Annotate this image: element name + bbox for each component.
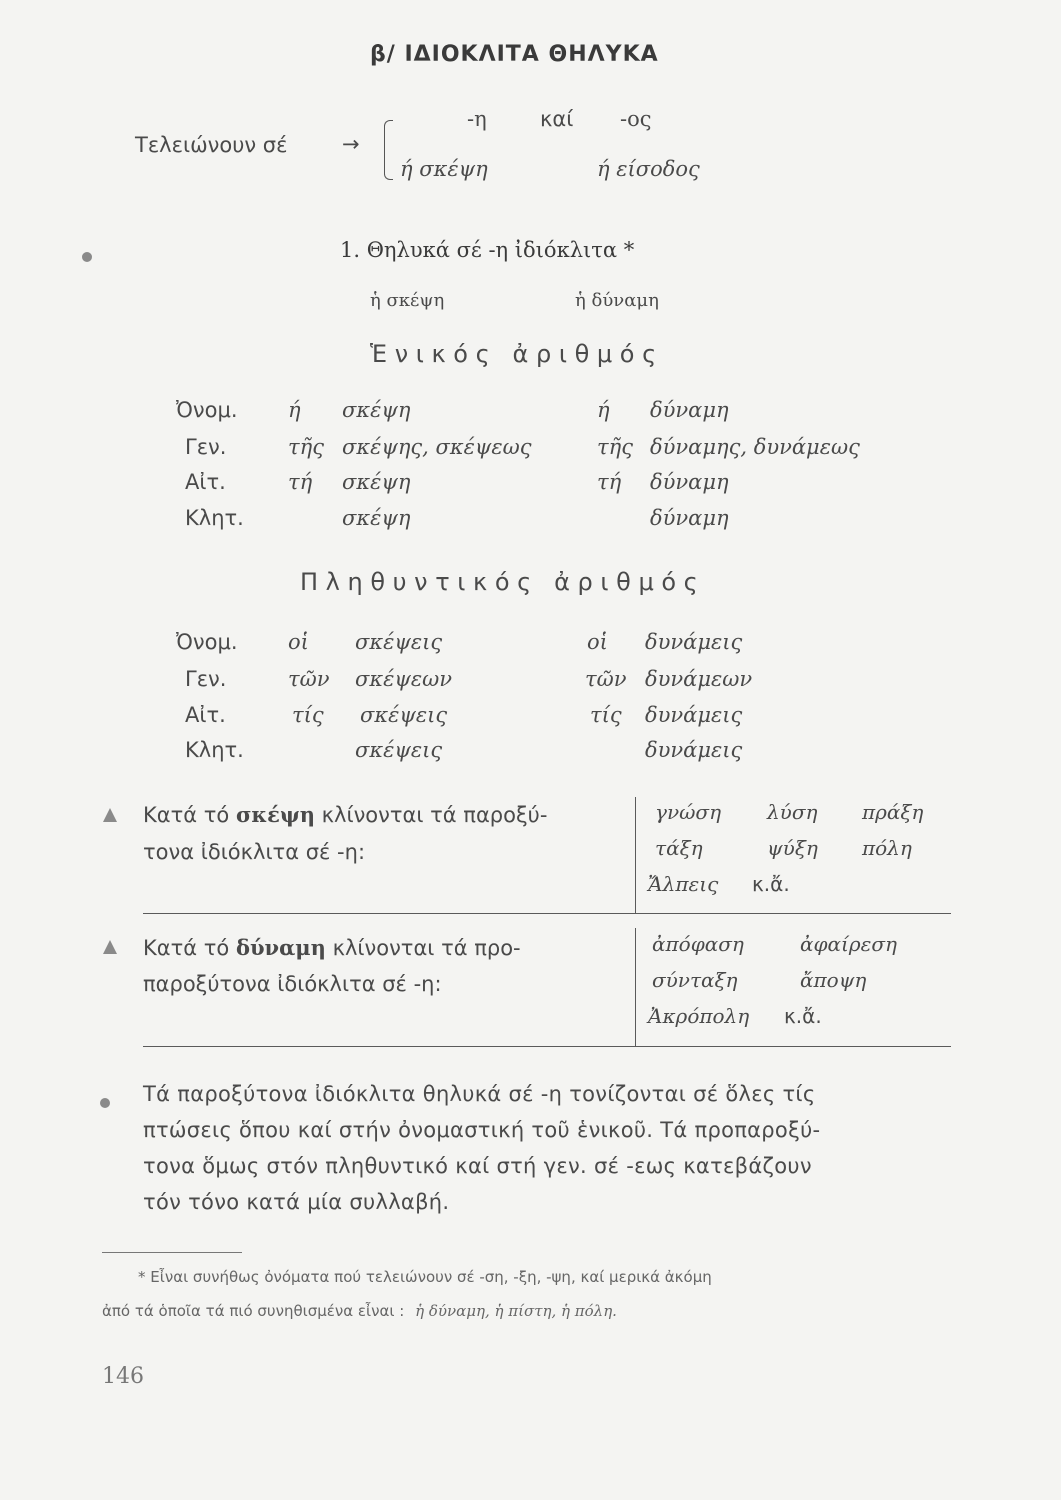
example-word: πράξη bbox=[862, 800, 924, 824]
case-label: Αἰτ. bbox=[185, 703, 226, 727]
case-label: Κλητ. bbox=[185, 738, 244, 762]
triangle-icon bbox=[103, 940, 117, 954]
example-word: γνώση bbox=[655, 800, 722, 824]
case-label: Γεν. bbox=[185, 667, 227, 691]
example-word: ἄποψη bbox=[800, 968, 867, 992]
brace bbox=[384, 120, 393, 180]
form: σκέψεις bbox=[355, 630, 443, 654]
footnote-line-1: * Εἶναι συνήθως ὀνόματα πού τελειώνουν σέ -ση, -ξη, -ψη, καί μερικά ἀκόμη bbox=[138, 1268, 712, 1286]
example-word: Ἀκρόπολη bbox=[648, 1004, 750, 1028]
divider bbox=[143, 1046, 951, 1047]
article: τῶν bbox=[288, 667, 330, 691]
case-label: Αἰτ. bbox=[185, 470, 226, 494]
divider bbox=[635, 797, 636, 913]
example-word: λύση bbox=[767, 800, 818, 824]
form: σκέψης, σκέψεως bbox=[342, 435, 532, 459]
etc-label: κ.ἄ. bbox=[784, 1004, 822, 1028]
form: σκέψη bbox=[342, 470, 411, 494]
ending-1: -η bbox=[467, 107, 487, 131]
bullet-icon bbox=[82, 252, 92, 262]
case-label: Ὀνομ. bbox=[176, 398, 238, 422]
form: σκέψη bbox=[342, 398, 411, 422]
rule-2-pre: Κατά τό bbox=[143, 936, 236, 960]
ending-and: καί bbox=[540, 107, 574, 131]
page-number: 146 bbox=[102, 1364, 144, 1389]
article: οἱ bbox=[288, 630, 309, 654]
form: δυνάμεων bbox=[645, 667, 753, 691]
note-line: πτώσεις ὅπου καί στήν ὀνομαστική τοῦ ἑνικοῦ. Τά προπαροξύ- bbox=[143, 1118, 821, 1142]
rule-1-line-1 bbox=[143, 802, 547, 827]
etc-label: κ.ἄ. bbox=[752, 872, 790, 896]
note-line: τόν τόνο κατά μία συλλαβή. bbox=[143, 1190, 450, 1214]
rule-2-line-2: παροξύτονα ἰδιόκλιτα σέ -η: bbox=[143, 972, 442, 996]
rule-1-bold: σκέψη bbox=[235, 802, 315, 827]
form: σκέψεων bbox=[355, 667, 453, 691]
example-word: ψύξη bbox=[767, 836, 818, 860]
article: τῶν bbox=[585, 667, 627, 691]
page-title: β/ ΙΔΙΟΚΛΙΤΑ ΘΗΛΥΚΑ bbox=[370, 42, 659, 67]
article: τῆς bbox=[288, 435, 324, 459]
form: δύναμης, δυνάμεως bbox=[650, 435, 860, 459]
footnote-line-2 bbox=[102, 1302, 617, 1320]
article: τή bbox=[288, 470, 313, 494]
case-label: Γεν. bbox=[185, 435, 227, 459]
note-line: τονα ὅμως στόν πληθυντικό καί στή γεν. σέ -εως κατεβάζουν bbox=[143, 1154, 812, 1178]
example-word: σύνταξη bbox=[652, 968, 738, 992]
footnote-examples: ἡ δύναμη, ἡ πίστη, ἡ πόλη. bbox=[415, 1302, 617, 1320]
form: σκέψη bbox=[342, 506, 411, 530]
divider bbox=[635, 928, 636, 1046]
section-heading: 1. Θηλυκά σέ -η ἰδιόκλιτα * bbox=[340, 238, 635, 262]
case-label: Ὀνομ. bbox=[176, 630, 238, 654]
footnote-text: ἀπό τά ὁποῖα τά πιό συνηθισμένα εἶναι : bbox=[102, 1302, 405, 1320]
form: δυνάμεις bbox=[645, 703, 743, 727]
footnote-rule bbox=[102, 1252, 242, 1253]
rule-2-line-1 bbox=[143, 935, 521, 960]
arrow-icon: → bbox=[342, 132, 360, 156]
form: σκέψεις bbox=[355, 738, 443, 762]
article: ή bbox=[597, 398, 610, 422]
model-word-2: ἡ δύναμη bbox=[575, 290, 659, 311]
form: δυνάμεις bbox=[645, 630, 743, 654]
example-word: πόλη bbox=[862, 836, 912, 860]
note-line: Τά παροξύτονα ἰδιόκλιτα θηλυκά σέ -η τονίζονται σέ ὅλες τίς bbox=[143, 1082, 816, 1106]
endings-label: Τελειώνουν σέ bbox=[135, 133, 288, 157]
ending-example-2: ή είσοδος bbox=[597, 157, 700, 181]
article: τῆς bbox=[597, 435, 633, 459]
form: σκέψεις bbox=[360, 703, 448, 727]
article: ή bbox=[288, 398, 301, 422]
example-word: Ἄλπεις bbox=[648, 872, 719, 896]
rule-2-post: κλίνονται τά προ- bbox=[325, 936, 521, 960]
bullet-icon bbox=[100, 1098, 110, 1108]
form: δύναμη bbox=[650, 506, 729, 530]
divider bbox=[143, 913, 951, 914]
rule-1-post: κλίνονται τά παροξύ- bbox=[314, 803, 548, 827]
article: τίς bbox=[590, 703, 622, 727]
rule-1-line-2: τονα ἰδιόκλιτα σέ -η: bbox=[143, 840, 366, 864]
rule-2-bold: δύναμη bbox=[235, 935, 326, 960]
ending-2: -ος bbox=[620, 107, 652, 131]
form: δύναμη bbox=[650, 470, 729, 494]
example-word: τάξη bbox=[655, 836, 703, 860]
example-word: ἀπόφαση bbox=[652, 932, 744, 956]
triangle-icon bbox=[103, 808, 117, 822]
case-label: Κλητ. bbox=[185, 506, 244, 530]
article: οἱ bbox=[587, 630, 608, 654]
article: τίς bbox=[292, 703, 324, 727]
article: τή bbox=[597, 470, 622, 494]
form: δύναμη bbox=[650, 398, 729, 422]
model-word-1: ἡ σκέψη bbox=[370, 290, 445, 311]
singular-heading: Ἑ ν ι κ ό ς ἀ ρ ι θ μ ό ς bbox=[370, 340, 657, 368]
plural-heading: Π λ η θ υ ν τ ι κ ό ς ἀ ρ ι θ μ ό ς bbox=[300, 568, 698, 596]
example-word: ἀφαίρεση bbox=[800, 932, 897, 956]
ending-example-1: ή σκέψη bbox=[400, 157, 488, 181]
rule-1-pre: Κατά τό bbox=[143, 803, 236, 827]
form: δυνάμεις bbox=[645, 738, 743, 762]
